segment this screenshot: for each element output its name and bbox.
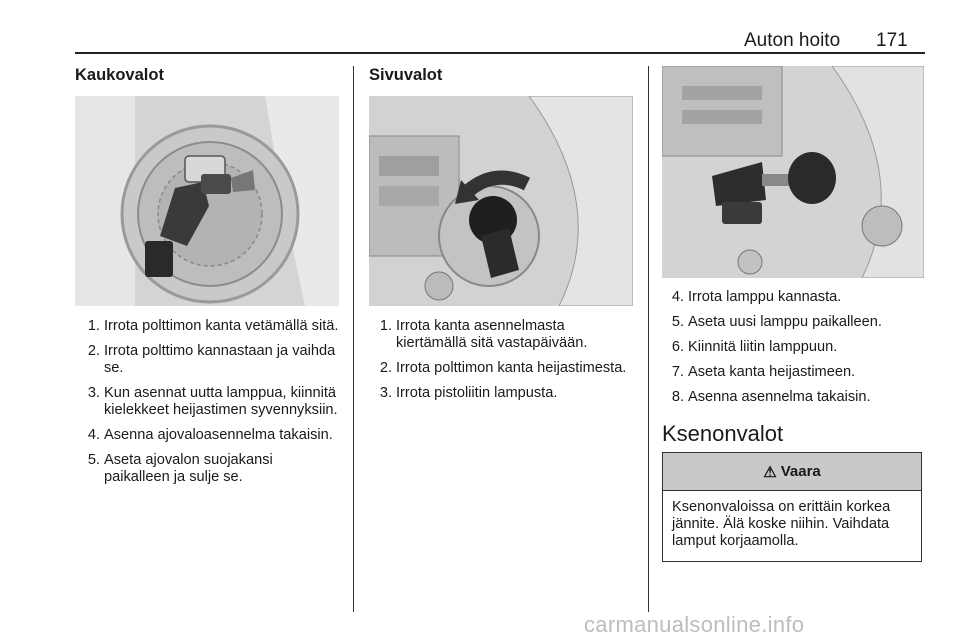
list-item: 5. Aseta uusi lamppu paikalleen. [671,314,882,330]
list-item: 7. Aseta kanta heijastimeen. [671,364,856,380]
column-divider [648,66,649,612]
list-item: 4. Asenna ajovaloasennelma takaisin. [87,427,333,443]
steps-list-kaukovalot [80,318,342,494]
side-light-bulb-illustration [662,66,924,278]
list-item: 5. Aseta ajovalon suojakansi paikalleen ja sulje se. [87,452,273,485]
section-title: Auton hoito [744,30,841,51]
list-item: 8. Asenna asennelma takaisin. [671,389,871,405]
list-item: 6. Kiinnitä liitin lamppuun. [671,339,838,355]
warning-text: Ksenonvaloissa on erittäin korkea jännite. Älä koske niihin. Vaihdata lamput korjaamolla. [672,499,891,549]
column-divider [353,66,354,612]
list-item: 2. Irrota polttimo kannastaan ja vaihda se. [87,343,336,376]
warning-label: Vaara [780,463,821,480]
list-item: 1. Irrota polttimon kanta vetämällä sitä. [87,318,339,334]
list-item: 3. Kun asennat uutta lamppua, kiinnitä kielekkeet heijastimen syvennyksiin. [87,385,338,418]
list-item: 3. Irrota pistoliitin lampusta. [379,385,558,401]
steps-list-sivuvalot-continued [664,289,926,414]
header-rule [75,52,925,54]
list-item: 4. Irrota lamppu kannasta. [671,289,842,305]
warning-box [662,452,922,562]
warning-header [663,453,921,491]
heading-ksenonvalot: Ksenonvalot [662,421,784,446]
list-item: 2. Irrota polttimon kanta heijastimesta. [379,360,627,376]
steps-list-sivuvalot [372,318,634,410]
page-number: 171 [876,30,908,51]
heading-sivuvalot: Sivuvalot [369,66,443,84]
list-item: 1. Irrota kanta asennelmasta kiertämällä sitä vastapäivään. [379,318,588,351]
warning-triangle-icon: ⚠ [763,463,777,481]
watermark: carmanualsonline.info [584,612,805,637]
headlight-bulb-illustration [75,96,339,306]
side-light-socket-illustration [369,96,633,306]
heading-kaukovalot: Kaukovalot [75,66,164,84]
